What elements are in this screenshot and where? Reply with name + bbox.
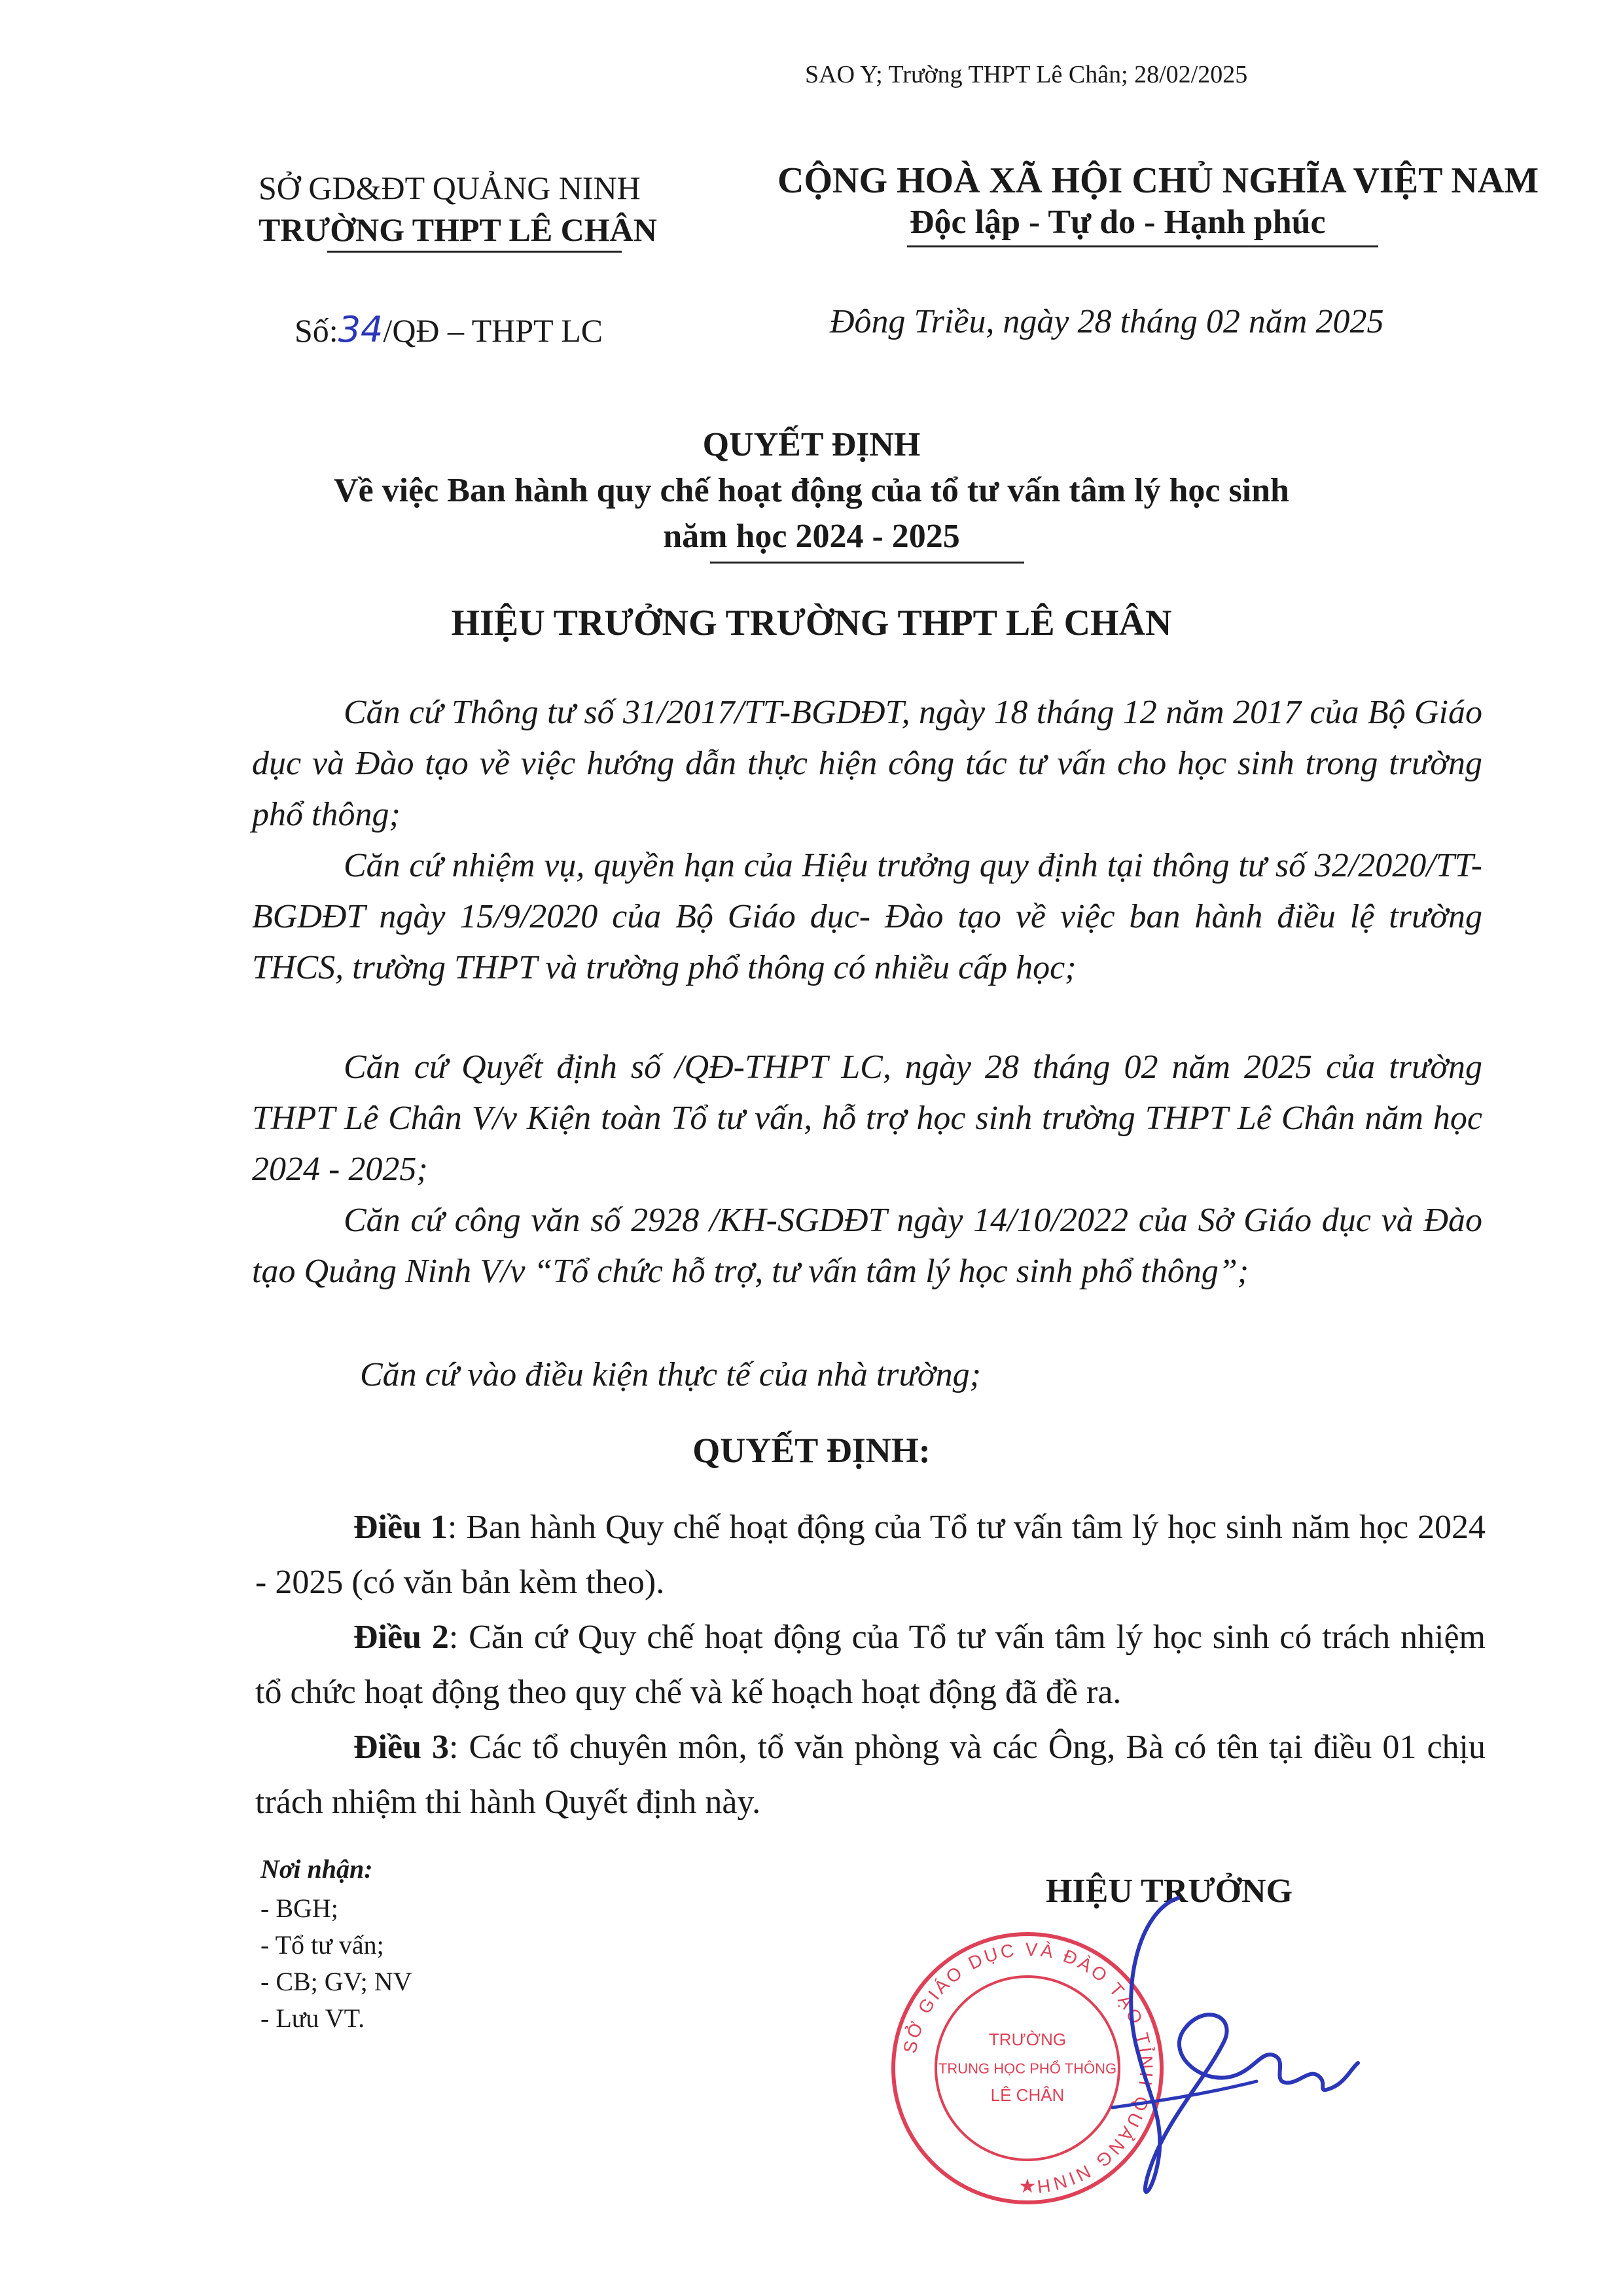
recipient-item: - BGH; <box>260 1893 338 1923</box>
recipient-item: - Tổ tư vấn; <box>260 1930 384 1960</box>
article-label: Điều 3 <box>353 1729 450 1766</box>
subject-underline <box>710 562 1024 564</box>
issuing-authority: HIỆU TRƯỞNG TRƯỜNG THPT LÊ CHÂN <box>451 603 1172 643</box>
decision-heading: QUYẾT ĐỊNH: <box>692 1431 931 1470</box>
document-subject-line2: năm học 2024 - 2025 <box>663 518 960 555</box>
legal-basis-4 <box>252 1195 1482 1297</box>
document-number-handwritten: 34 <box>338 309 383 350</box>
article-text: : Căn cứ Quy chế hoạt động của Tổ tư vấn tâm lý học sinh có trách nhiệm tổ chức hoạt động theo quy chế và kế hoạch hoạt động đã đề ra. <box>255 1619 1486 1711</box>
legal-basis-text: Căn cứ nhiệm vụ, quyền hạn của Hiệu trưởng quy định tại thông tư số 32/2020/TT-BGDĐT ngày 15/9/2020 của Bộ Giáo dục- Đào tạo về việc ban hành điều lệ trường THCS, trường THPT và trường phổ thông có nhiều cấp học; <box>252 847 1482 986</box>
seal-star-icon: ★ <box>1018 2175 1037 2198</box>
legal-basis-text: Căn cứ công văn số 2928 /KH-SGDĐT ngày 14/10/2022 của Sở Giáo dục và Đào tạo Quảng Ninh V/v “Tổ chức hỗ trợ, tư vấn tâm lý học sinh phổ thông”; <box>252 1202 1482 1290</box>
recipients-title: Nơi nhận: <box>260 1854 373 1884</box>
motto-underline <box>907 245 1378 247</box>
document-number-prefix: Số: <box>294 312 338 349</box>
article-1 <box>255 1500 1486 1610</box>
place-date: Đông Triều, ngày 28 tháng 02 năm 2025 <box>830 303 1384 340</box>
document-number <box>294 309 603 350</box>
national-title: CỘNG HOÀ XÃ HỘI CHỦ NGHĨA VIỆT NAM <box>777 160 1539 201</box>
seal-inner-line: LÊ CHÂN <box>990 2085 1065 2105</box>
org-underline <box>327 251 622 253</box>
seal-outer-text: SỞ GIÁO DỤC VÀ ĐÀO TẠO TỈNH QUẢNG NINH <box>899 1939 1157 2198</box>
article-2 <box>255 1610 1486 1720</box>
seal-inner-line: TRUNG HỌC PHỔ THÔNG <box>938 2060 1117 2077</box>
recipient-item: - CB; GV; NV <box>260 1967 412 1996</box>
article-text: : Các tổ chuyên môn, tổ văn phòng và các Ông, Bà có tên tại điều 01 chịu trách nhiệm thi hành Quyết định này. <box>255 1729 1486 1821</box>
recipient-item: - Lưu VT. <box>260 2003 365 2033</box>
seal-inner-line: TRƯỜNG <box>988 2030 1067 2049</box>
document-number-suffix: /QĐ – THPT LC <box>383 312 603 349</box>
legal-basis-2 <box>252 840 1482 994</box>
org-name-department: SỞ GD&ĐT QUẢNG NINH <box>259 170 641 206</box>
article-text: : Ban hành Quy chế hoạt động của Tổ tư vấn tâm lý học sinh năm học 2024 - 2025 (có văn bản kèm theo). <box>255 1509 1486 1601</box>
document-title: QUYẾT ĐỊNH <box>702 426 921 463</box>
document-subject-line1: Về việc Ban hành quy chế hoạt động của tổ tư vấn tâm lý học sinh <box>334 472 1289 509</box>
article-label: Điều 2 <box>353 1619 449 1656</box>
copy-stamp: SAO Y; Trường THPT Lê Chân; 28/02/2025 <box>805 61 1248 88</box>
legal-basis-text: Căn cứ Thông tư số 31/2017/TT-BGDĐT, ngày 18 tháng 12 năm 2017 của Bộ Giáo dục và Đào tạo về việc hướng dẫn thực hiện công tác tư vấn cho học sinh trong trường phổ thông; <box>252 694 1482 833</box>
national-motto: Độc lập - Tự do - Hạnh phúc <box>910 204 1326 241</box>
legal-basis-1 <box>252 687 1482 840</box>
org-name-school: TRƯỜNG THPT LÊ CHÂN <box>259 211 657 248</box>
handwritten-signature <box>1008 1885 1361 2212</box>
legal-basis-3 <box>252 1042 1482 1195</box>
legal-basis-text: Căn cứ vào điều kiện thực tế của nhà trường; <box>360 1356 981 1393</box>
signer-title: HIỆU TRƯỞNG <box>1046 1873 1293 1910</box>
legal-basis-text: Căn cứ Quyết định số /QĐ-THPT LC, ngày 28 tháng 02 năm 2025 của trường THPT Lê Chân V/v Kiện toàn Tổ tư vấn, hỗ trợ học sinh trường THPT Lê Chân năm học 2024 - 2025; <box>252 1049 1482 1188</box>
article-3 <box>255 1720 1486 1830</box>
legal-basis-5 <box>252 1350 1482 1401</box>
article-label: Điều 1 <box>353 1509 448 1546</box>
